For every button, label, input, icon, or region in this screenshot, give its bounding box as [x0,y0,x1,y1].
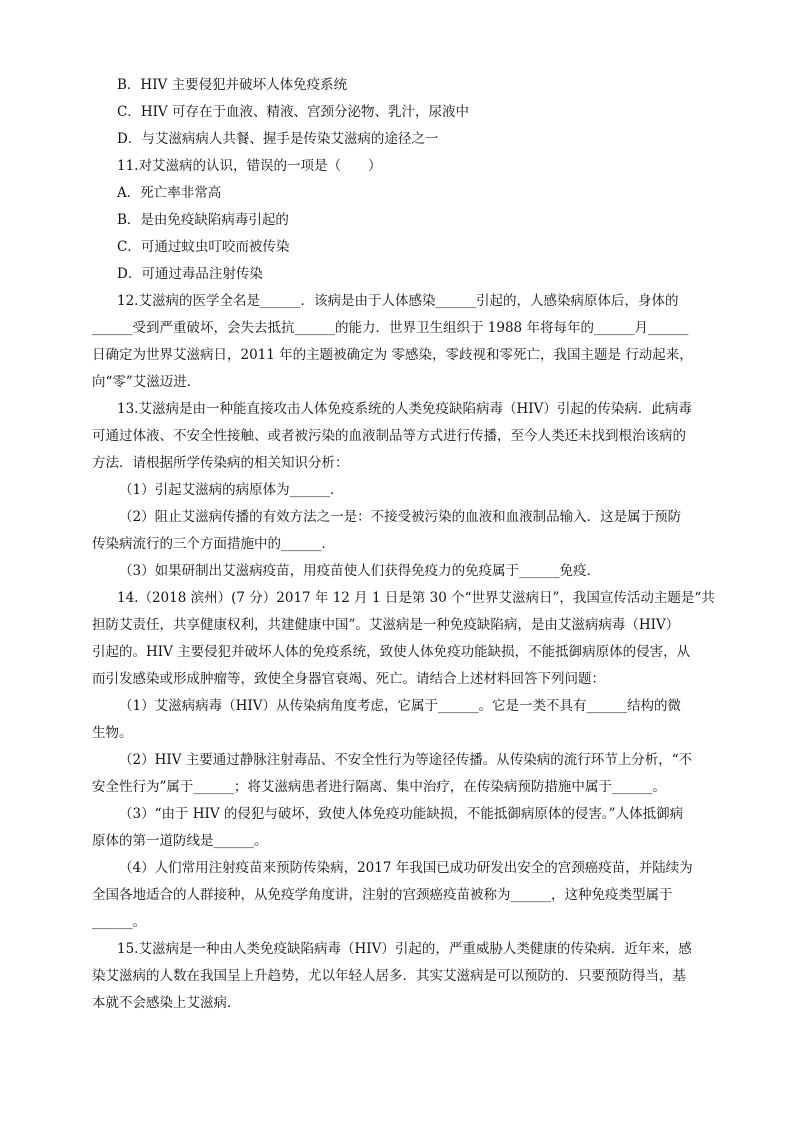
text-line: 担防艾责任，共享健康权利，共建健康中国”。艾滋病是一种免疫缺陷病，是由艾滋病病毒（HIV） [92,617,680,633]
text-line: （2）阻止艾滋病传播的有效方法之一是：不接受被污染的血液和血液制品输入．这是属于预防 [119,509,682,525]
text-line: A．死亡率非常高 [117,185,222,201]
text-line: C．HIV 可存在于血液、精液、宫颈分泌物、乳汁，尿液中 [117,104,469,120]
text-line: 安全性行为”属于______；将艾滋病患者进行隔离、集中治疗，在传染病预防措施中属于______。 [92,779,666,795]
text-line: D．与艾滋病病人共餐、握手是传染艾滋病的途径之一 [117,131,439,147]
text-line: 生物。 [92,725,133,741]
text-line: ______。 [92,914,146,930]
text-line: 染艾滋病的人数在我国呈上升趋势，尤以年轻人居多．其实艾滋病是可以预防的．只要预防得当，基 [92,968,686,984]
text-line: 本就不会感染上艾滋病． [92,995,241,1011]
text-line: 全国各地适合的人群接种，从免疫学角度讲，注射的宫颈癌疫苗被称为______，这种免疫类型属于 [92,887,673,903]
text-line: 向“零”艾滋迈进． [92,374,201,390]
text-line: 15.艾滋病是一种由人类免疫缺陷病毒（HIV）引起的，严重威胁人类健康的传染病．近年来，感 [117,941,692,957]
text-line: ______受到严重破坏，会失去抵抗______的能力．世界卫生组织于 1988 年将每年的______月______ [92,320,689,336]
text-line: 可通过体液、不安全性接触、或者被污染的血液制品等方式进行传播，至今人类还未找到根治该病的 [92,428,686,444]
text-line: C．可通过蚊虫叮咬而被传染 [117,239,290,255]
text-line: （3）“由于 HIV 的侵犯与破坏，致使人体免疫功能缺损，不能抵御病原体的侵害。”人体抵御病 [119,806,684,822]
text-line: 11.对艾滋病的认识，错误的一项是（ ） [117,158,382,174]
text-line: 原体的第一道防线是______。 [92,833,268,849]
text-line: （4）人们常用注射疫苗来预防传染病，2017 年我国已成功研发出安全的宫颈癌疫苗，并陆续为 [119,860,693,876]
text-line: （1）引起艾滋病的病原体为______． [119,482,344,498]
text-line: 方法．请根据所学传染病的相关知识分析： [92,455,349,471]
text-line: D．可通过毒品注射传染 [117,266,263,282]
text-line: 引起的。HIV 主要侵犯并破坏人体的免疫系统，致使人体免疫功能缺损，不能抵御病原体的侵害，从 [92,644,691,660]
text-line: 日确定为世界艾滋病日，2011 年的主题被确定为 零感染，零歧视和零死亡，我国主题是 行动起来， [92,347,693,363]
text-line: （1）艾滋病病毒（HIV）从传染病角度考虑，它属于______。它是一类不具有______结构的微 [119,698,681,714]
text-line: 12.艾滋病的医学全名是______．该病是由于人体感染______引起的，人感染病原体后，身体的 [117,293,679,309]
text-line: （3）如果研制出艾滋病疫苗，用疫苗使人们获得免疫力的免疫属于______免疫． [119,563,601,579]
text-line: B．HIV 主要侵犯并破坏人体免疫系统 [117,77,348,93]
document-body [92,72,715,1017]
text-line: 而引发感染或形成肿瘤等，致使全身器官衰竭、死亡。请结合上述材料回答下列问题： [92,671,605,687]
text-line: 14.（2018 滨州）(7 分）2017 年 12 月 1 日是第 30 个“世界艾滋病日”，我国宣传活动主题是“共 [117,590,715,606]
text-line: 13.艾滋病是由一种能直接攻击人体免疫系统的人类免疫缺陷病毒（HIV）引起的传染病．此病毒 [117,401,692,417]
text-line: （2）HIV 主要通过静脉注射毒品、不安全性行为等途径传播。从传染病的流行环节上分析，“不 [119,752,693,768]
text-line: B．是由免疫缺陷病毒引起的 [117,212,289,228]
text-line: 传染病流行的三个方面措施中的______． [92,536,335,552]
